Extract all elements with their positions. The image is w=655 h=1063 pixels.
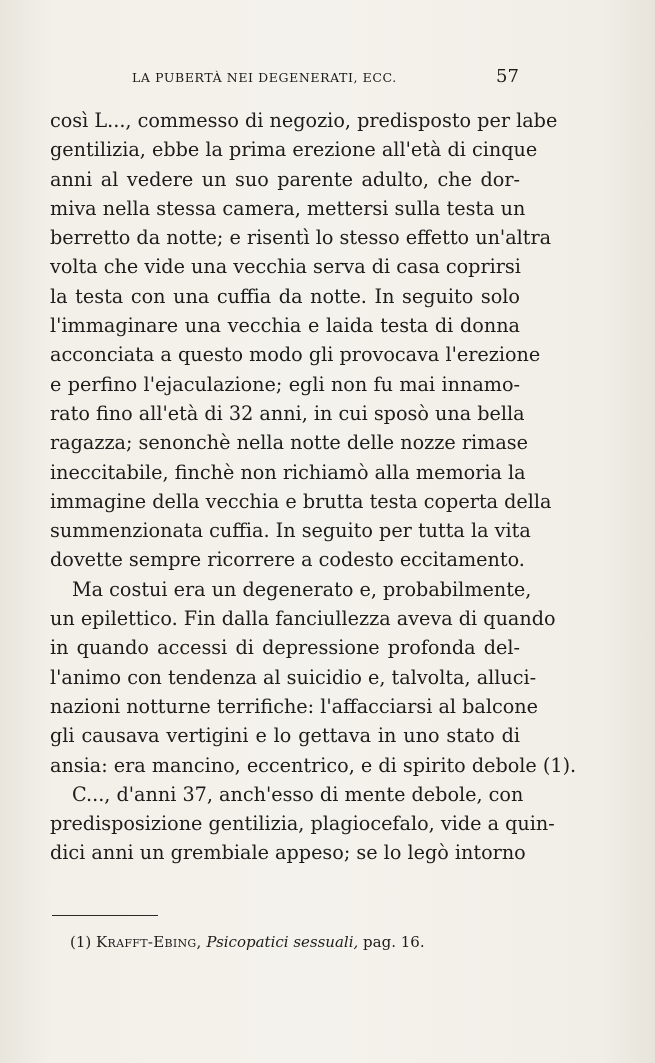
text-line: miva nella stessa camera, mettersi sulla testa un <box>50 196 526 220</box>
page-header <box>50 66 520 90</box>
text-line: rato fino all'età di 32 anni, in cui sposò una bella <box>50 401 525 425</box>
text-line: nazioni notturne terrifiche: l'affacciarsi al balcone <box>50 694 539 718</box>
footnote-marker: (1) <box>70 933 92 951</box>
text-line: berretto da notte; e risentì lo stesso effetto un'altra <box>50 226 552 250</box>
text-line: volta che vide una vecchia serva di casa coprirsi <box>50 255 521 279</box>
footnote <box>70 933 425 951</box>
text-line: anni al vedere un suo parente adulto, che dor- <box>50 167 520 191</box>
text-line: gli causava vertigini e lo gettava in uno stato di <box>50 724 520 748</box>
text-line: ansia: era mancino, eccentrico, e di spirito debole (1). <box>50 753 577 777</box>
text-line: dici anni un grembiale appeso; se lo legò intorno <box>50 841 526 865</box>
footnote-rule <box>52 915 158 916</box>
running-title: LA PUBERTÀ NEI DEGENERATI, ECC. <box>132 70 397 85</box>
text-line: immagine della vecchia e brutta testa coperta della <box>50 489 552 513</box>
text-line: un epilettico. Fin dalla fanciullezza aveva di quando <box>50 607 556 631</box>
text-line: l'immaginare una vecchia e laida testa di donna <box>50 314 520 338</box>
paragraph <box>50 575 577 780</box>
footnote-author: Krafft-Ebing, <box>96 933 202 951</box>
text-line: acconciata a questo modo gli provocava l'erezione <box>50 343 541 367</box>
footnote-page-ref: pag. 16. <box>363 933 425 951</box>
body-text <box>50 106 577 868</box>
text-line: predisposizione gentilizia, plagiocefalo, vide a quin- <box>50 812 555 836</box>
paragraph <box>50 780 555 868</box>
text-line: ineccitabile, finchè non richiamò alla memoria la <box>50 460 526 484</box>
text-line: C..., d'anni 37, anch'esso di mente debole, con <box>72 782 524 806</box>
text-line: gentilizia, ebbe la prima erezione all'età di cinque <box>50 138 538 162</box>
footnote-title: Psicopatici sessuali, <box>206 933 359 951</box>
text-line: così L..., commesso di negozio, predisposto per labe <box>50 109 558 132</box>
text-line: in quando accessi di depressione profonda del- <box>50 636 520 660</box>
page-number: 57 <box>496 66 519 87</box>
text-line: Ma costui era un degenerato e, probabilmente, <box>72 577 532 601</box>
text-line: dovette sempre ricorrere a codesto eccitamento. <box>50 548 525 572</box>
text-line: summenzionata cuffia. In seguito per tutta la vita <box>50 519 531 543</box>
text-line: l'animo con tendenza al suicidio e, talvolta, alluci- <box>50 665 537 689</box>
text-line: ragazza; senonchè nella notte delle nozze rimase <box>50 431 528 455</box>
paragraph <box>50 106 558 575</box>
text-line: la testa con una cuffia da notte. In seguito solo <box>50 284 520 308</box>
text-line: e perfino l'ejaculazione; egli non fu mai innamo- <box>50 372 520 396</box>
